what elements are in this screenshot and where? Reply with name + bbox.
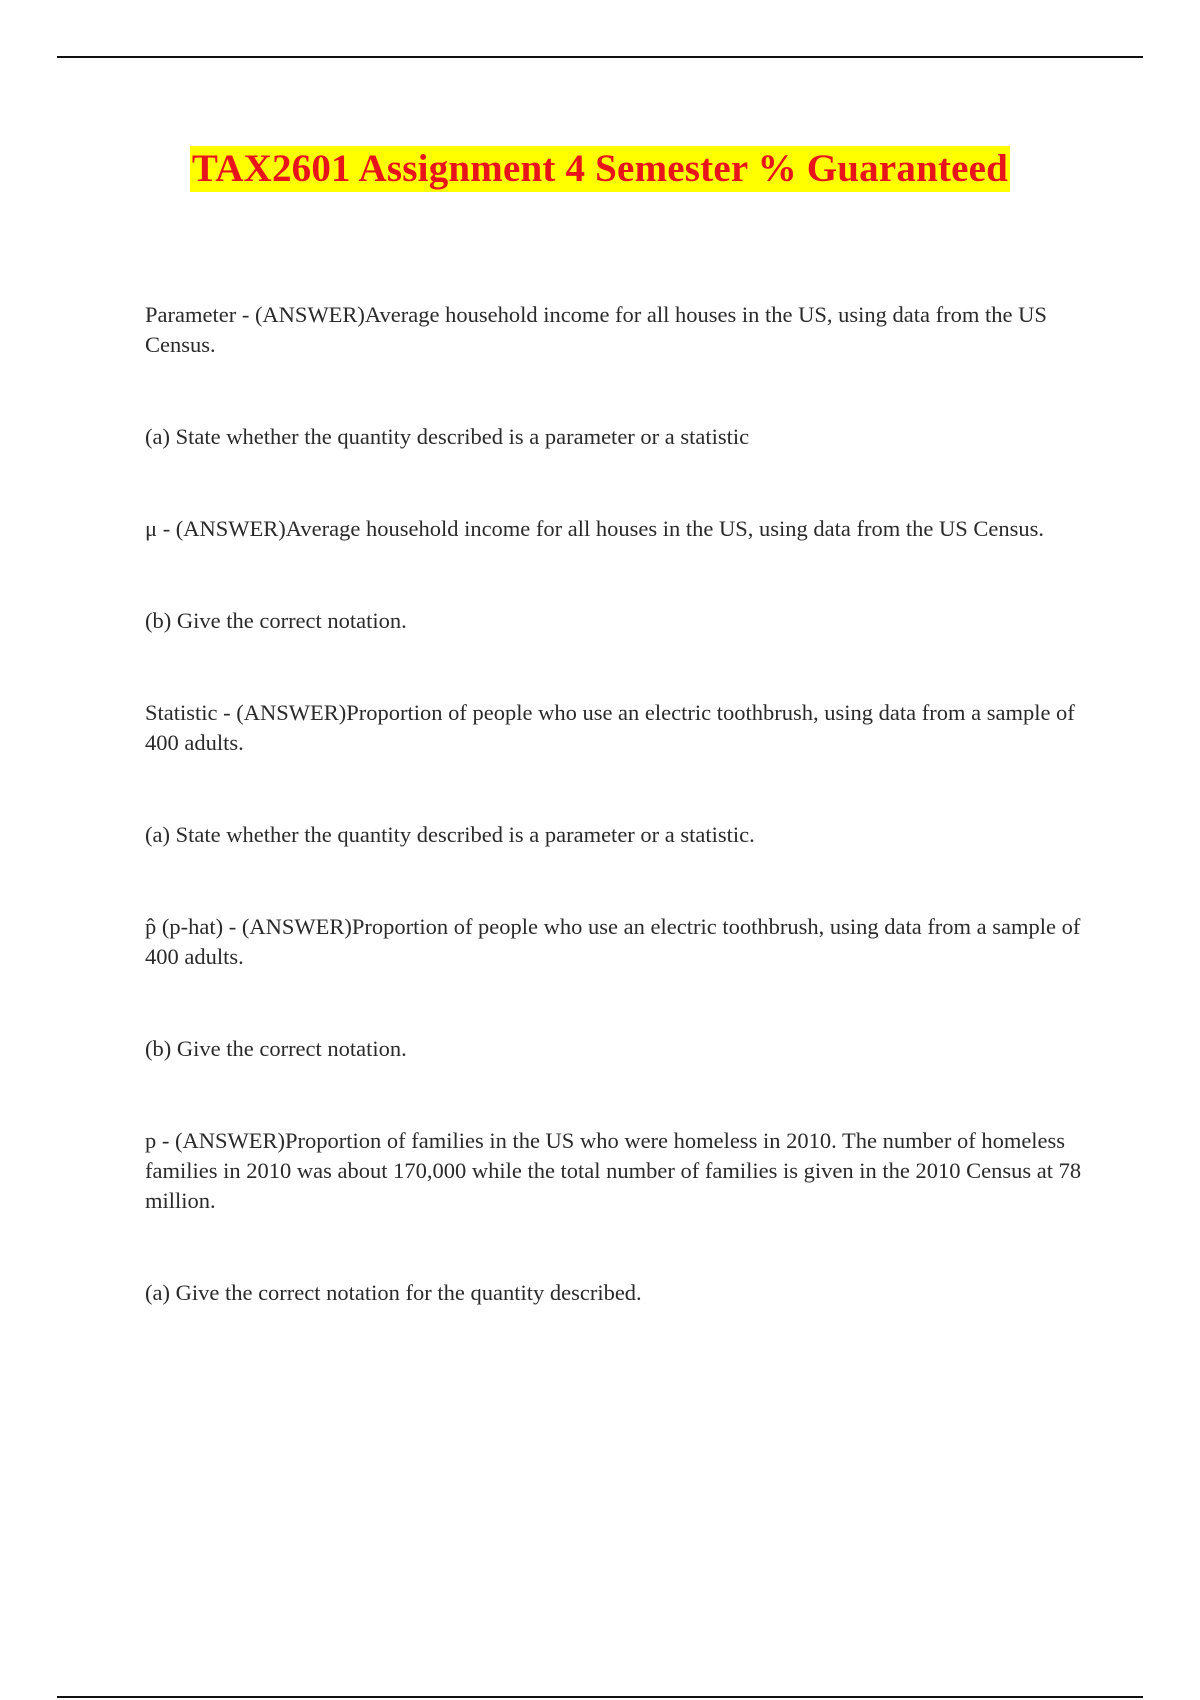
question-paragraph: (a) Give the correct notation for the quantity described. <box>145 1280 642 1305</box>
question-paragraph: (a) State whether the quantity described is a parameter or a statistic. <box>145 822 755 847</box>
answer-paragraph: p - (ANSWER)Proportion of families in the US who were homeless in 2010. The number of homeless families in 2010 was about 170,000 while the total number of families is given in the 2010 Census at 78 million. <box>145 1128 1082 1213</box>
document-body <box>145 300 1095 1370</box>
title-container <box>0 146 1200 192</box>
question-paragraph: (b) Give the correct notation. <box>145 608 407 633</box>
answer-paragraph: p̂ (p-hat) - (ANSWER)Proportion of people who use an electric toothbrush, using data from a sample of 400 adults. <box>145 914 1081 969</box>
header-rule <box>57 56 1143 58</box>
answer-paragraph: μ - (ANSWER)Average household income for all houses in the US, using data from the US Census. <box>145 516 1044 541</box>
answer-paragraph: Statistic - (ANSWER)Proportion of people who use an electric toothbrush, using data from a sample of 400 adults. <box>145 700 1075 755</box>
footer-rule <box>57 1696 1143 1698</box>
document-title: TAX2601 Assignment 4 Semester % Guaranteed <box>191 147 1009 190</box>
question-paragraph: (a) State whether the quantity described is a parameter or a statistic <box>145 424 750 449</box>
answer-paragraph: Parameter - (ANSWER)Average household income for all houses in the US, using data from the US Census. <box>145 302 1047 357</box>
question-paragraph: (b) Give the correct notation. <box>145 1036 407 1061</box>
